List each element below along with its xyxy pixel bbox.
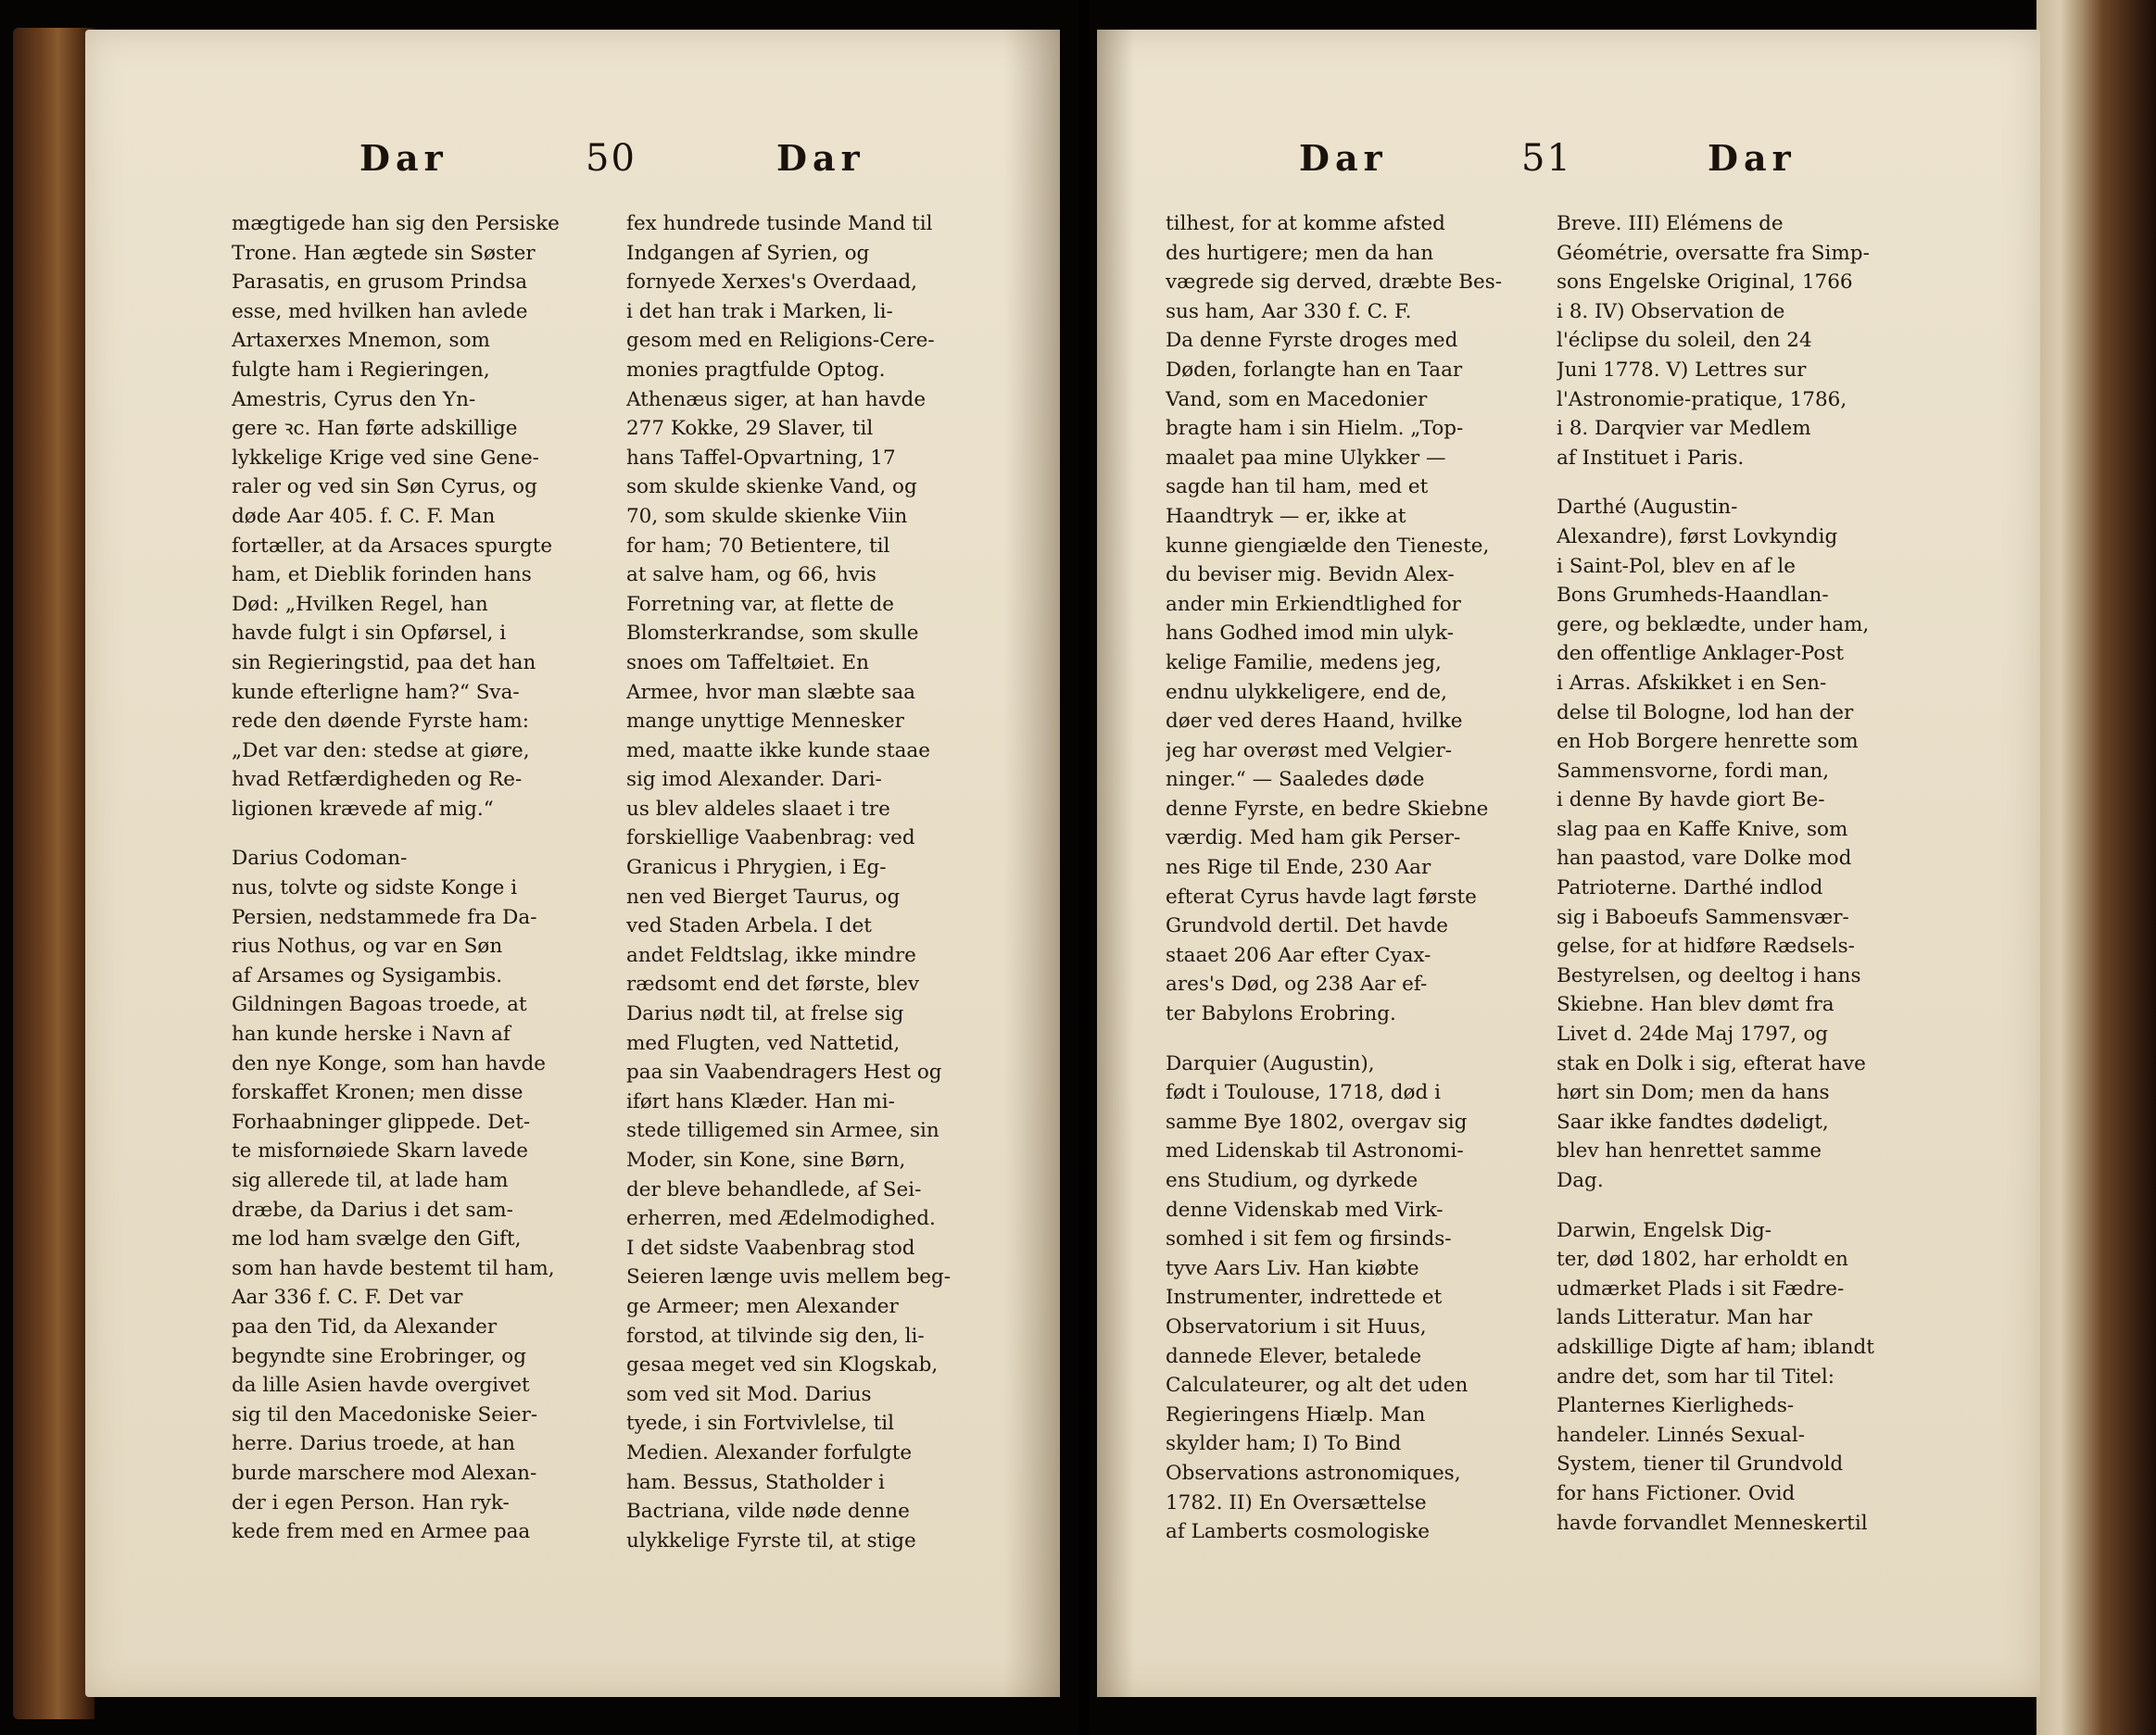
text-line: Dag. [1557,1169,1604,1192]
text-line: fex hundrede tusinde Mand til [626,212,933,235]
text-line: Døden, forlangte han en Taar [1166,358,1463,382]
text-line: forstod, at tilvinde sig den, li- [626,1324,925,1348]
text-line: døde Aar 405. f. C. F. Man [232,504,496,528]
text-line: I det sidste Vaabenbrag stod [626,1236,915,1260]
text-line: gesom med en Religions-Cere- [626,329,935,353]
text-line: 70, som skulde skienke Viin [626,504,908,528]
text-line: Darius Codoman- [232,847,408,871]
text-line: Breve. III) Elémens de [1557,212,1784,235]
text-line: Observatorium i sit Huus, [1166,1314,1427,1339]
text-line: sig til den Macedoniske Seier- [232,1402,538,1427]
text-line: Artaxerxes Mnemon, som [232,329,490,353]
text-line: Vand, som en Macedonier [1166,387,1428,411]
text-line: Juni 1778. V) Lettres sur [1557,358,1807,382]
text-line: Forretning var, at flette de [626,592,895,616]
text-line: i 8. IV) Observation de [1557,299,1785,323]
text-line: hvad Retfærdigheden og Re- [232,768,523,792]
text-line: for hans Fictioner. Ovid [1557,1481,1796,1505]
text-line: hans Godhed imod min ulyk- [1166,622,1454,646]
text-line: jeg har overøst med Velgier- [1166,738,1453,762]
text-line: han paastod, vare Dolke mod [1557,847,1852,871]
text-line: stede tilligemed sin Armee, sin [626,1119,939,1143]
text-line: af Arsames og Sysigambis. [232,963,503,987]
text-line: andre det, som har til Titel: [1557,1364,1834,1389]
text-line: kunne giengiælde den Tieneste, [1166,534,1490,558]
paragraph-gap [1166,1029,1566,1050]
text-line: mange unyttige Mennesker [626,710,904,734]
text-line: „Det var den: stedse at giøre, [232,738,530,762]
text-line: i Saint-Pol, blev en af le [1557,554,1796,578]
text-line: ulykkelige Fyrste til, at stige [626,1528,916,1553]
text-line: des hurtigere; men da han [1166,241,1434,265]
text-line: paa den Tid, da Alexander [232,1314,498,1339]
text-line: samme Bye 1802, overgav sig [1166,1110,1468,1134]
text-line: System, tiener til Grundvold [1557,1452,1844,1477]
book-cover-left [13,28,95,1719]
text-line: med, maatte ikke kunde staae [626,738,930,762]
text-line: Darius nødt til, at frelse sig [626,1002,904,1026]
text-line: hørt sin Dom; men da hans [1557,1081,1830,1105]
text-line: der i egen Person. Han ryk- [232,1490,510,1515]
text-line: snoes om Taffeltøiet. En [626,650,869,674]
text-line: han kunde herske i Navn af [232,1023,511,1047]
text-line: Død: „Hvilken Regel, han [232,592,488,616]
text-line: rius Nothus, og var en Søn [232,935,503,959]
text-line: kede frem med en Armee paa [232,1520,531,1544]
text-line: dannede Elever, betalede [1166,1344,1422,1368]
left-header-right: Dar [776,137,865,179]
paragraph-gap [1557,1196,1927,1216]
text-line: slag paa en Kaffe Knive, som [1557,817,1848,841]
text-line: tyve Aars Liv. Han kiøbte [1166,1256,1419,1280]
text-line: Géométrie, oversatte fra Simp- [1557,241,1870,265]
text-line: 1782. II) En Oversættelse [1166,1490,1427,1515]
text-line: Indgangen af Syrien, og [626,241,870,265]
right-page-column-1 [1166,209,1566,1547]
text-line: Grundvold dertil. Det havde [1166,914,1449,938]
text-line: forskaffet Kronen; men disse [232,1081,523,1105]
paragraph-gap [232,823,621,844]
right-header-left: Dar [1299,137,1388,179]
text-line: tyede, i sin Fortvivlelse, til [626,1412,895,1436]
text-line: herre. Darius troede, at han [232,1432,515,1456]
text-line: som ved sit Mod. Darius [626,1382,872,1406]
text-line: værdig. Med ham gik Perser- [1166,826,1461,850]
text-line: ham. Bessus, Statholder i [626,1470,885,1494]
text-line: begyndte sine Erobringer, og [232,1344,526,1368]
text-line: Gildningen Bagoas troede, at [232,993,527,1017]
text-line: med Lidenskab til Astronomi- [1166,1139,1464,1163]
text-line: udmærket Plads i sit Fædre- [1557,1276,1845,1301]
text-line: lykkelige Krige ved sine Gene- [232,446,539,470]
text-line: som skulde skienke Vand, og [626,475,917,499]
text-line: Persien, nedstammede fra Da- [232,905,537,929]
text-line: gere ꝛc. Han førte adskillige [232,417,518,441]
text-line: Bestyrelsen, og deeltog i hans [1557,963,1861,987]
text-line: sig allerede til, at lade ham [232,1169,509,1192]
text-line: havde forvandlet Menneskertil [1557,1511,1868,1535]
text-line: endnu ulykkeligere, end de, [1166,680,1447,704]
text-line: hans Taffel-Opvartning, 17 [626,446,896,470]
text-line: af Lamberts cosmologiske [1166,1520,1430,1544]
text-line: Moder, sin Kone, sine Børn, [626,1149,906,1172]
text-line: en Hob Borgere henrette som [1557,730,1859,754]
text-line: dræbe, da Darius i det sam- [232,1198,513,1222]
text-line: kelige Familie, medens jeg, [1166,650,1442,674]
left-page-number: 50 [586,137,637,180]
text-line: delse til Bologne, lod han der [1557,700,1854,724]
text-line: mægtigede han sig den Persiske [232,212,560,235]
text-line: efterat Cyrus havde lagt første [1166,885,1477,909]
right-gutter-shadow [1097,30,1134,1697]
text-line: nus, tolvte og sidste Konge i [232,876,518,900]
text-line: l'Astronomie-pratique, 1786, [1557,387,1847,411]
text-line: du beviser mig. Bevidn Alex- [1166,563,1455,587]
right-header-right: Dar [1708,137,1797,179]
text-line: lands Litteratur. Man har [1557,1306,1812,1330]
text-line: Alexandre), først Lovkyndig [1557,524,1838,548]
text-line: andet Feldtslag, ikke mindre [626,943,916,967]
text-line: da lille Asien havde overgivet [232,1374,530,1398]
text-line: ares's Død, og 238 Aar ef- [1166,973,1428,997]
text-line: sig i Baboeufs Sammensvær- [1557,905,1849,929]
text-line: i 8. Darqvier var Medlem [1557,417,1811,441]
text-line: Amestris, Cyrus den Yn- [232,387,476,411]
text-line: staaet 206 Aar efter Cyax- [1166,943,1431,967]
text-line: nen ved Bierget Taurus, og [626,885,901,909]
text-line: Darwin, Engelsk Dig- [1557,1218,1772,1242]
text-line: i Arras. Afskikket i en Sen- [1557,671,1827,695]
text-line: i det han trak i Marken, li- [626,299,893,323]
text-line: Livet d. 24de Maj 1797, og [1557,1023,1829,1047]
text-line: ander min Erkiendtlighed for [1166,592,1461,616]
text-line: denne Fyrste, en bedre Skiebne [1166,797,1489,821]
text-line: sin Regieringstid, paa det han [232,650,536,674]
text-line: Trone. Han ægtede sin Søster [232,241,536,265]
text-line: som han havde bestemt til ham, [232,1256,555,1280]
text-line: havde fulgt i sin Opførsel, i [232,622,507,646]
text-line: ninger.“ — Saaledes døde [1166,768,1425,792]
paragraph-gap [1557,472,1927,493]
text-line: tilhest, for at komme afsted [1166,212,1445,235]
text-line: adskillige Digte af ham; iblandt [1557,1335,1874,1359]
text-line: Regieringens Hiælp. Man [1166,1402,1426,1427]
text-line: sus ham, Aar 330 f. C. F. [1166,299,1412,323]
book-page-edges [2036,0,2156,1735]
right-page-number: 51 [1521,137,1572,180]
text-line: me lod ham svælge den Gift, [232,1227,522,1251]
text-line: nes Rige til Ende, 230 Aar [1166,856,1431,880]
text-line: ter, død 1802, har erholdt en [1557,1248,1848,1272]
text-line: skylder ham; I) To Bind [1166,1432,1402,1456]
text-line: Patrioterne. Darthé indlod [1557,876,1823,900]
text-line: stak en Dolk i sig, efterat have [1557,1051,1866,1075]
text-line: Calculateurer, og alt det uden [1166,1374,1469,1398]
text-line: Seieren længe uvis mellem beg- [626,1265,952,1289]
text-line: paa sin Vaabendragers Hest og [626,1061,942,1085]
text-line: gelse, for at hidføre Rædsels- [1557,935,1855,959]
scan-divider [1079,0,1089,1735]
text-line: Parasatis, en grusom Prindsa [232,270,528,295]
text-line: Da denne Fyrste droges med [1166,329,1458,353]
text-line: maalet paa mine Ulykker — [1166,446,1446,470]
text-line: kunde efterligne ham?“ Sva- [232,680,520,704]
text-line: us blev aldeles slaaet i tre [626,797,890,821]
text-line: burde marschere mod Alexan- [232,1461,537,1485]
text-line: gere, og beklædte, under ham, [1557,612,1870,636]
text-line: Planternes Kierligheds- [1557,1394,1795,1418]
text-line: l'éclipse du soleil, den 24 [1557,329,1812,353]
text-line: i denne By havde giort Be- [1557,788,1825,812]
text-line: Forhaabninger glippede. Det- [232,1110,531,1134]
text-line: at salve ham, og 66, hvis [626,563,876,587]
text-line: blev han henrettet samme [1557,1139,1822,1163]
text-line: sons Engelske Original, 1766 [1557,270,1853,295]
text-line: ved Staden Arbela. I det [626,914,872,938]
text-line: esse, med hvilken han avlede [232,299,528,323]
text-line: 277 Kokke, 29 Slaver, til [626,417,874,441]
text-line: Observations astronomiques, [1166,1461,1461,1485]
text-line: gesaa meget ved sin Klogskab, [626,1353,939,1377]
text-line: bragte ham i sin Hielm. „Top- [1166,417,1464,441]
text-line: fulgte ham i Regieringen, [232,358,490,382]
text-line: fortæller, at da Arsaces spurgte [232,534,553,558]
text-line: somhed i sit fem og firsinds- [1166,1227,1452,1251]
text-line: handeler. Linnés Sexual- [1557,1423,1806,1447]
text-line: Sammensvorne, fordi man, [1557,759,1830,783]
text-line: sagde han til ham, med et [1166,475,1429,499]
text-line: Darquier (Augustin), [1166,1051,1375,1075]
text-line: den offentlige Anklager-Post [1557,642,1845,666]
text-line: Armee, hvor man slæbte saa [626,680,915,704]
text-line: døer ved deres Haand, hvilke [1166,710,1463,734]
left-page-column-1 [232,209,621,1547]
text-line: ens Studium, og dyrkede [1166,1169,1418,1192]
text-line: Haandtryk — er, ikke at [1166,504,1406,528]
left-page-column-2 [626,209,1014,1555]
text-line: Athenæus siger, at han havde [626,387,927,411]
text-line: Skiebne. Han blev dømt fra [1557,993,1834,1017]
text-line: vægrede sig derved, dræbte Bes- [1166,270,1503,295]
text-line: rede den døende Fyrste ham: [232,710,529,734]
left-header-left: Dar [359,137,448,179]
text-line: Aar 336 f. C. F. Det var [232,1286,463,1310]
text-line: rædsomt end det første, blev [626,973,919,997]
right-page-column-2 [1557,209,1927,1538]
text-line: ter Babylons Erobring. [1166,1002,1396,1026]
text-line: af Instituet i Paris. [1557,446,1745,470]
text-line: Granicus i Phrygien, i Eg- [626,856,887,880]
text-line: født i Toulouse, 1718, død i [1166,1081,1441,1105]
text-line: raler og ved sin Søn Cyrus, og [232,475,537,499]
text-line: monies pragtfulde Optog. [626,358,886,382]
text-line: for ham; 70 Betientere, til [626,534,890,558]
text-line: ge Armeer; men Alexander [626,1294,899,1318]
text-line: denne Videnskab med Virk- [1166,1198,1444,1222]
text-line: Saar ikke fandtes dødeligt, [1557,1110,1829,1134]
text-line: Bactriana, vilde nøde denne [626,1500,910,1524]
text-line: ham, et Dieblik forinden hans [232,563,532,587]
text-line: forskiellige Vaabenbrag: ved [626,826,915,850]
text-line: fornyede Xerxes's Overdaad, [626,270,917,295]
text-line: den nye Konge, som han havde [232,1051,546,1075]
text-line: iført hans Klæder. Han mi- [626,1089,895,1113]
text-line: med Flugten, ved Nattetid, [626,1031,901,1055]
text-line: Bons Grumheds-Haandlan- [1557,584,1829,608]
text-line: Medien. Alexander forfulgte [626,1440,913,1465]
text-line: sig imod Alexander. Dari- [626,768,882,792]
text-line: ligionen krævede af mig.“ [232,797,494,821]
text-line: Darthé (Augustin- [1557,496,1738,520]
text-line: Instrumenter, indrettede et [1166,1286,1443,1310]
text-line: te misfornøiede Skarn lavede [232,1139,528,1163]
text-line: der bleve behandlede, af Sei- [626,1177,922,1201]
text-line: Blomsterkrandse, som skulle [626,622,919,646]
text-line: erherren, med Ædelmodighed. [626,1207,936,1231]
